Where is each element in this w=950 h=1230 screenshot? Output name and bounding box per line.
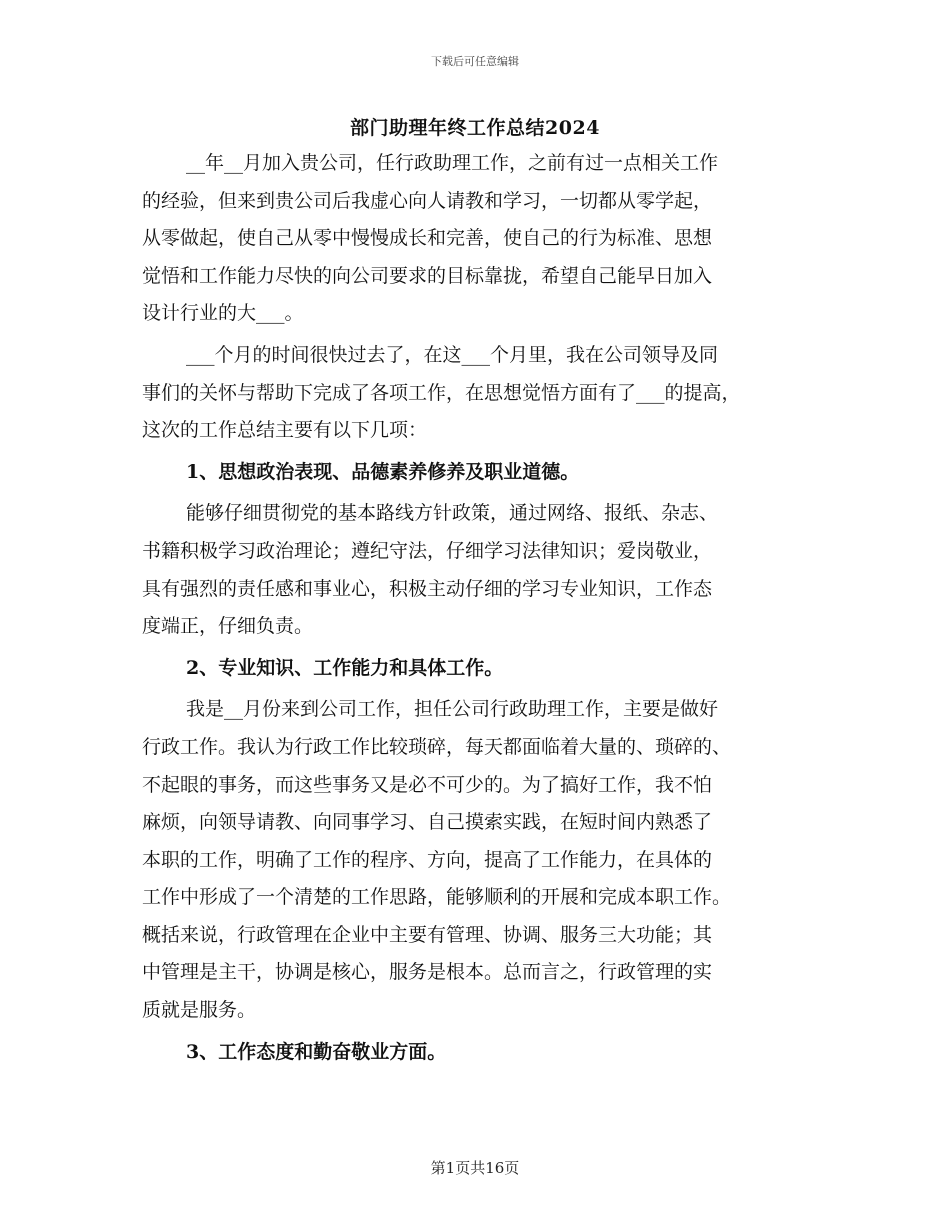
paragraph-line: 能够仔细贯彻党的基本路线方针政策，通过网络、报纸、杂志、 bbox=[186, 502, 719, 525]
paragraph-line: 觉悟和工作能力尽快的向公司要求的目标靠拢，希望自己能早日加入 bbox=[142, 264, 713, 287]
document-title: 部门助理年终工作总结2024 bbox=[350, 117, 600, 139]
paragraph-line: 设计行业的大___。 bbox=[142, 302, 304, 325]
paragraph-line: __年__月加入贵公司，任行政助理工作，之前有过一点相关工作 bbox=[186, 152, 719, 174]
paragraph-line: 从零做起，使自己从零中慢慢成长和完善，使自己的行为标准、思想 bbox=[142, 227, 713, 250]
paragraph-line: 具有强烈的责任感和事业心，积极主动仔细的学习专业知识，工作态 bbox=[142, 577, 713, 600]
paragraph-line: 工作中形成了一个清楚的工作思路，能够顺利的开展和完成本职工作。 bbox=[142, 886, 732, 909]
paragraph-line: 本职的工作，明确了工作的程序、方向，提高了工作能力，在具体的 bbox=[142, 848, 713, 871]
paragraph-line: 度端正，仔细负责。 bbox=[142, 615, 314, 638]
paragraph-line: 麻烦，向领导请教、向同事学习、自己摸索实践，在短时间内熟悉了 bbox=[142, 811, 713, 834]
section-heading: 1、思想政治表现、品德素养修养及职业道德。 bbox=[186, 460, 580, 483]
paragraph-line: 事们的关怀与帮助下完成了各项工作，在思想觉悟方面有了___的提高， bbox=[142, 381, 741, 404]
paragraph-line: 的经验，但来到贵公司后我虚心向人请教和学习，一切都从零学起， bbox=[142, 189, 713, 212]
paragraph-line: 这次的工作总结主要有以下几项： bbox=[142, 419, 428, 442]
paragraph-line: 概括来说，行政管理在企业中主要有管理、协调、服务三大功能；其 bbox=[142, 923, 713, 946]
paragraph-line: ___个月的时间很快过去了，在这___个月里，我在公司领导及同 bbox=[186, 343, 719, 366]
paragraph-line: 质就是服务。 bbox=[142, 999, 257, 1022]
section-heading: 3、工作态度和勤奋敬业方面。 bbox=[186, 1040, 447, 1063]
paragraph-line: 我是__月份来到公司工作，担任公司行政助理工作，主要是做好 bbox=[186, 698, 719, 721]
paragraph-line: 不起眼的事务，而这些事务又是必不可少的。为了搞好工作，我不怕 bbox=[142, 773, 713, 796]
page-number: 第1页共16页 bbox=[430, 1159, 520, 1177]
paragraph-line: 书籍积极学习政治理论；遵纪守法，仔细学习法律知识；爱岗敬业， bbox=[142, 539, 713, 562]
document-body bbox=[142, 145, 822, 1071]
paragraph-line: 中管理是主干，协调是核心，服务是根本。总而言之，行政管理的实 bbox=[142, 961, 713, 984]
paragraph-line: 行政工作。我认为行政工作比较琐碎，每天都面临着大量的、琐碎的、 bbox=[142, 735, 732, 758]
section-heading: 2、专业知识、工作能力和具体工作。 bbox=[186, 656, 504, 679]
header-note: 下载后可任意编辑 bbox=[431, 55, 519, 68]
